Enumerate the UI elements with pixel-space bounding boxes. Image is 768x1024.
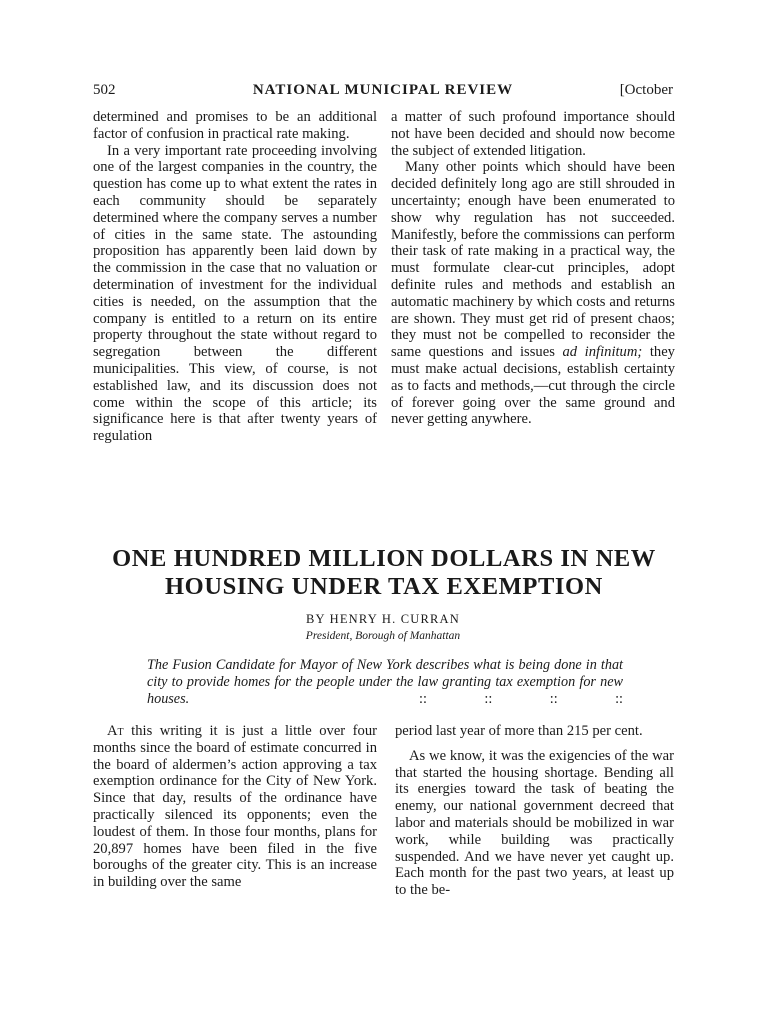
paragraph: determined and promises to be an additional factor of confusion in practical rate making.: [93, 109, 377, 142]
paragraph-text: this writing it is just a little over four months since the board of estimate concurred in the board of aldermen’s action approving a tax exemption ordinance for the City of New York. Since that day, results of the ordinance have practically silenced its opponents; even the loudest of them. In those four months, plans for 20,897 homes have been filed in the five boroughs of the greater city. This is an increase in building over the same: [93, 723, 377, 891]
paragraph: [391, 159, 675, 428]
journal-title: NATIONAL MUNICIPAL REVIEW: [252, 82, 514, 98]
issue-month: [October: [619, 82, 673, 98]
author-affiliation: President, Borough of Manhattan: [305, 630, 461, 642]
byline: BY HENRY H. CURRAN: [305, 612, 461, 626]
standfirst-text: The Fusion Candidate for Mayor of New York describes what is being done in that city to provide homes for the people under the law granting tax exemption for new houses.: [147, 657, 623, 707]
paragraph: a matter of such profound importance should not have been decided and should now become the subject of extended litigation.: [391, 109, 675, 159]
standfirst-separators: :: :: :: ::: [419, 691, 623, 707]
paragraph-text: they must make actual decisions, establish certainty as to facts and methods,—cut through the circle of forever going over the same ground and never getting anywhere.: [391, 344, 675, 428]
paragraph-text: Many other points which should have been decided definitely long ago are still shrouded in uncertainty; enough have been enumerated to show why regulation has not succeeded. Manifestly, before the commissions can perform their task of rate making in a practical way, the must formulate clear-cut principles, adopt definite rules and methods and establish an automatic machinery by which costs and returns are shown. They must get rid of present chaos; they must not be compelled to reconsider the same questions and issues: [391, 159, 675, 361]
running-head: [93, 80, 673, 100]
standfirst: [147, 657, 623, 708]
latin-phrase: ad infinitum;: [562, 344, 643, 361]
article-right-column: [395, 723, 674, 899]
paragraph: period last year of more than 215 per cent.: [395, 723, 643, 739]
title-line: ONE HUNDRED MILLION DOLLARS IN NEW: [112, 545, 656, 572]
article-left-column: [93, 723, 377, 891]
lead-word: At: [107, 723, 124, 739]
preceding-article-left-column: [93, 109, 377, 445]
paragraph: In a very important rate proceeding involving one of the largest companies in the country, the question has come up to what extent the rates in each community should be separately determined where the company serves a number of cities in the same state. The astounding proposition has apparently been laid down by the commission in the case that no valuation or determination of investment for the individual cities is needed, on the assumption that the company is entitled to a return on its entire property throughout the state without regard to segregation between the different municipalities. This view, of course, is not established law, and its discussion does not come within the scope of this article; its significance here is that after twenty years of regulation: [93, 142, 377, 445]
article-title: [60, 545, 708, 601]
page-number: 502: [93, 82, 116, 98]
title-line: HOUSING UNDER TAX EXEMPTION: [165, 573, 603, 600]
paragraph: [93, 723, 377, 891]
preceding-article-right-column: [391, 109, 675, 428]
paragraph: As we know, it was the exigencies of the war that started the housing shortage. Bending all its energies toward the task of beating the enemy, our national government decreed that labor and materials should be mobilized in war work, while building was practically suspended. And we have never yet caught up. Each month for the past two years, at least up to the be-: [395, 747, 674, 899]
